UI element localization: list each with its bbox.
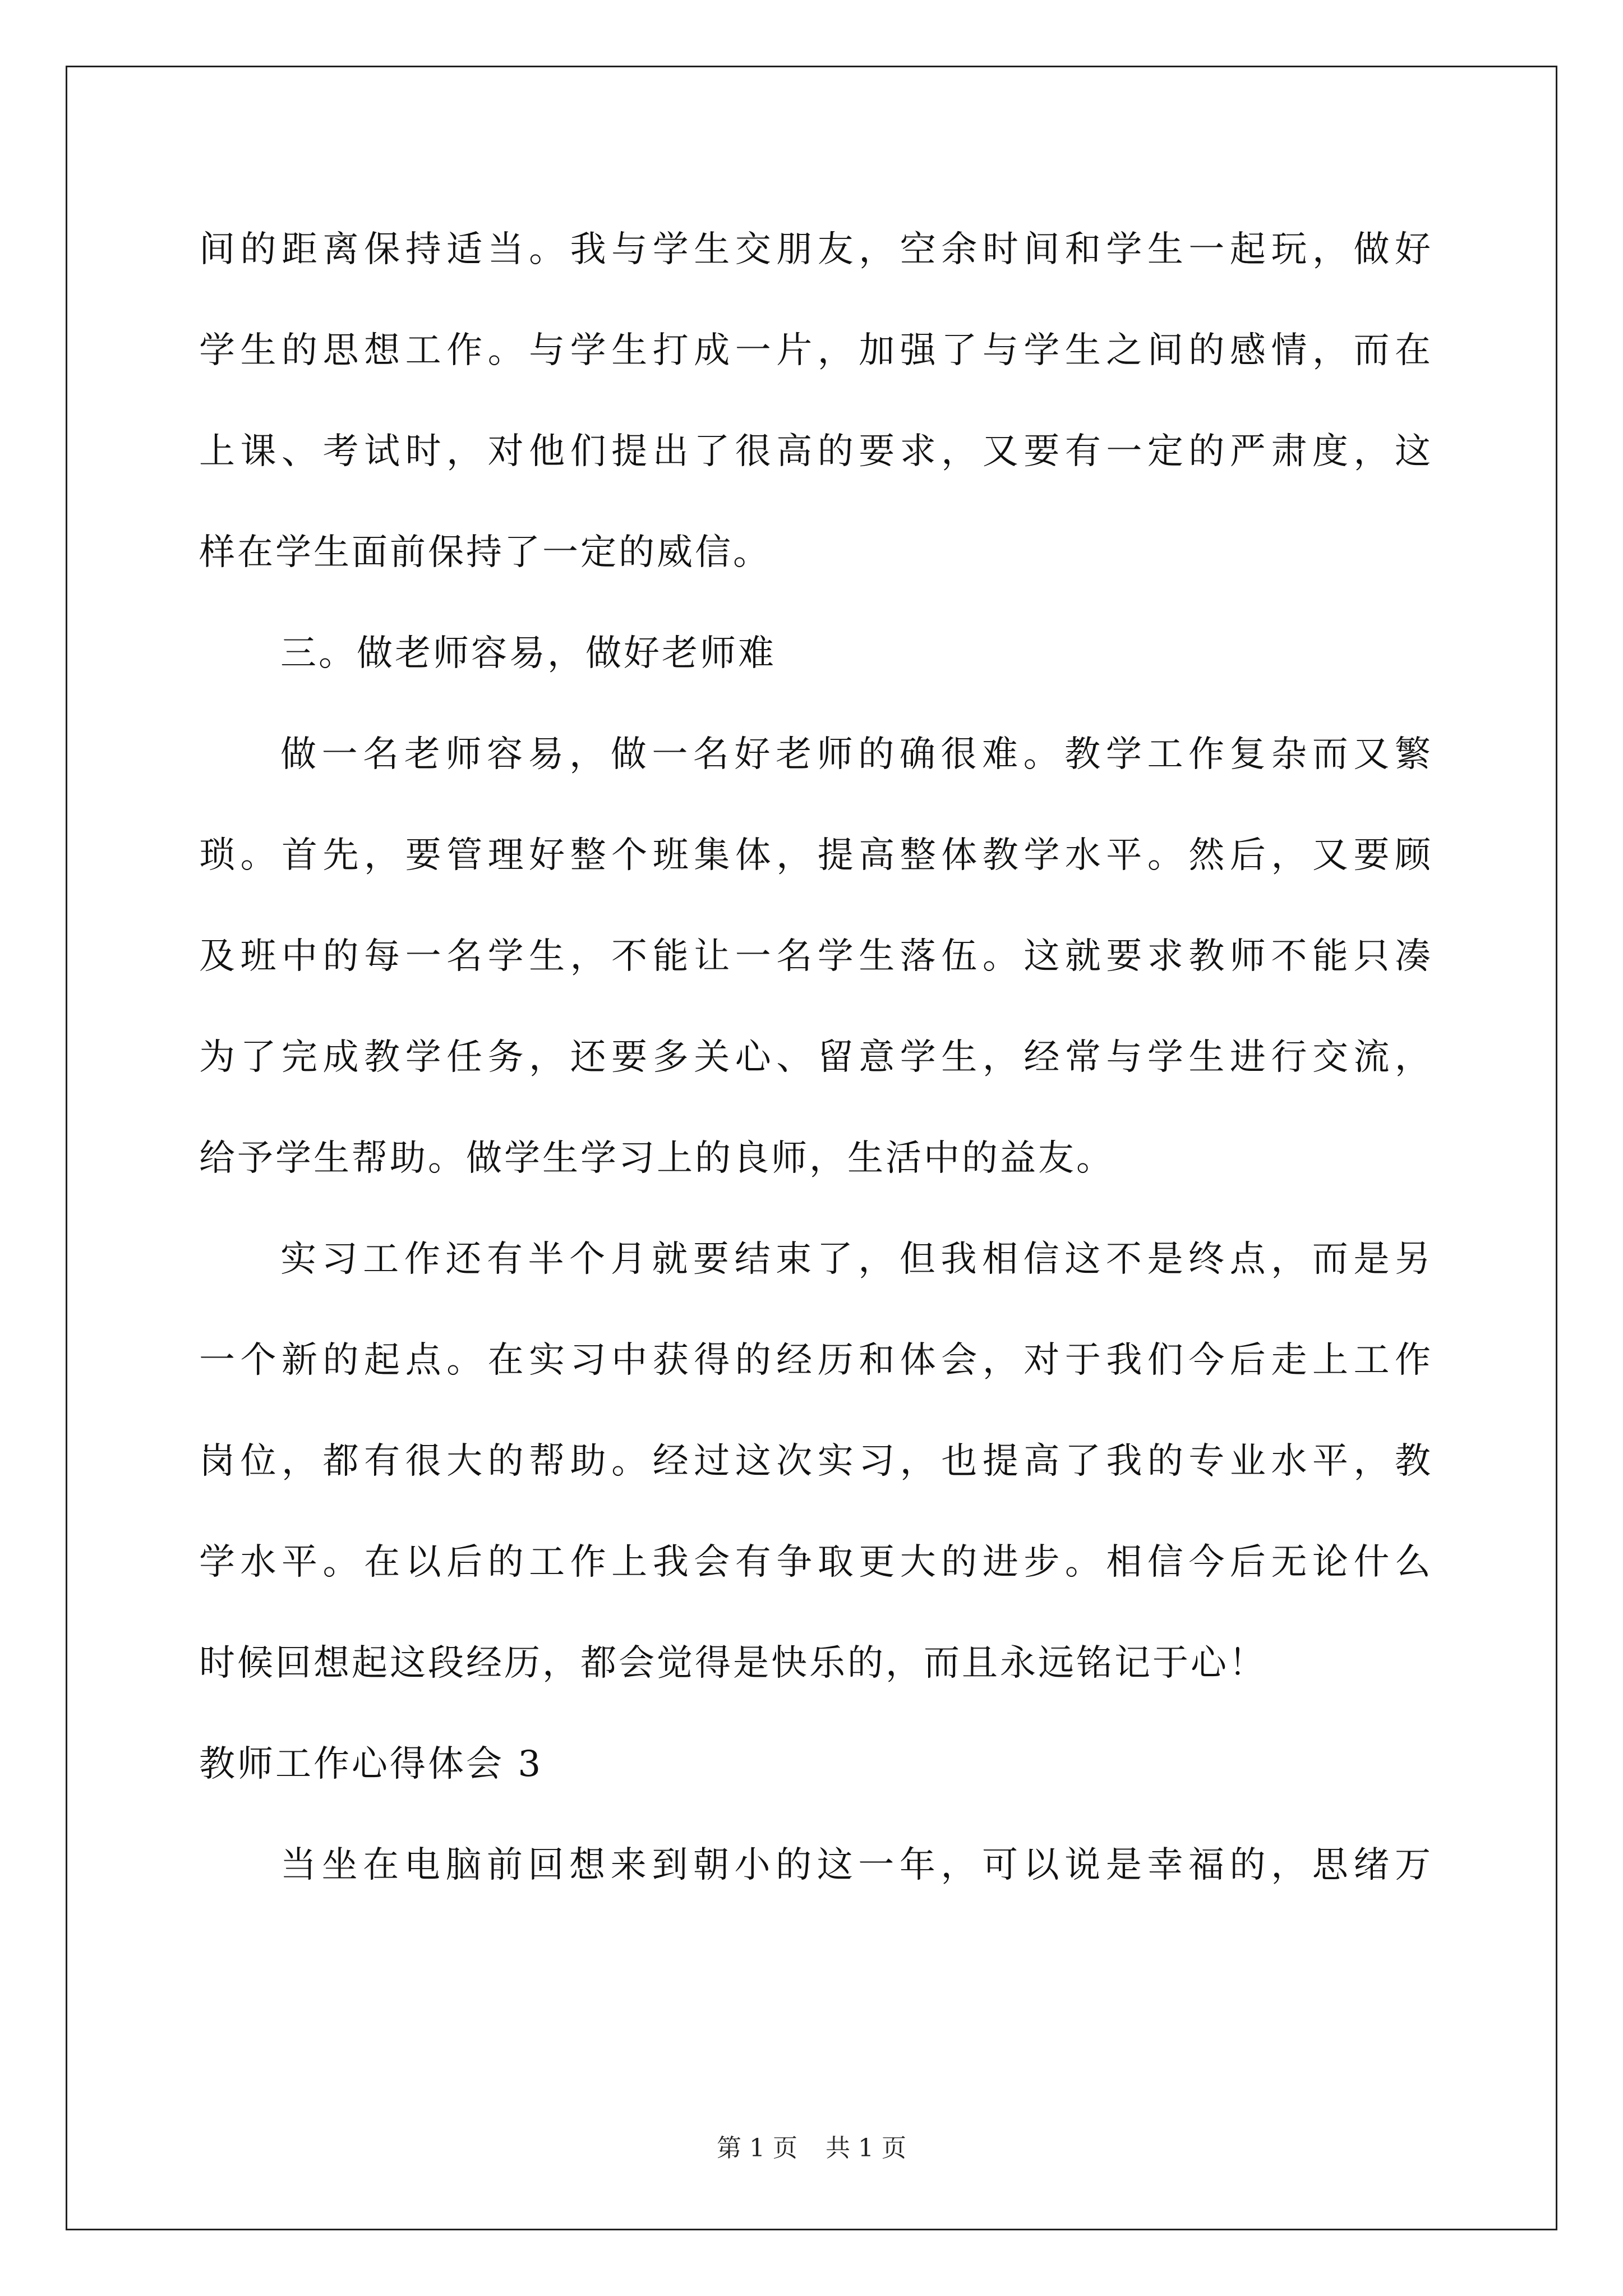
body-line: 学生的思想工作。与学生打成一片，加强了与学生之间的感情，而在	[199, 330, 1433, 371]
body-line: 实习工作还有半个月就要结束了，但我相信这不是终点，而是另	[280, 1239, 1433, 1280]
body-line: 给予学生帮助。做学生学习上的良师，生活中的益友。	[199, 1138, 1114, 1179]
section-heading: 三。做老师容易，做好老师难	[280, 633, 776, 674]
body-line: 当坐在电脑前回想来到朝小的这一年，可以说是幸福的，思绪万	[280, 1844, 1433, 1886]
body-line: 间的距离保持适当。我与学生交朋友，空余时间和学生一起玩，做好	[199, 229, 1433, 270]
article-title: 教师工作心得体会 3	[199, 1743, 543, 1785]
body-line: 时候回想起这段经历，都会觉得是快乐的，而且永远铭记于心！	[199, 1642, 1267, 1684]
body-line: 学水平。在以后的工作上我会有争取更大的进步。相信今后无论什么	[199, 1542, 1433, 1583]
page-footer	[0, 2132, 1623, 2165]
page-total: 共 1 页	[826, 2134, 906, 2162]
body-line: 样在学生面前保持了一定的威信。	[199, 532, 771, 573]
body-line: 上课、考试时，对他们提出了很高的要求，又要有一定的严肃度，这	[199, 431, 1433, 472]
body-line: 岗位，都有很大的帮助。经过这次实习，也提高了我的专业水平，教	[199, 1441, 1433, 1482]
body-line: 为了完成教学任务，还要多关心、留意学生，经常与学生进行交流，	[199, 1037, 1433, 1078]
body-line: 琐。首先，要管理好整个班集体，提高整体教学水平。然后，又要顾	[199, 835, 1433, 876]
body-line: 及班中的每一名学生，不能让一名学生落伍。这就要求教师不能只凑	[199, 936, 1433, 977]
body-line: 一个新的起点。在实习中获得的经历和体会，对于我们今后走上工作	[199, 1340, 1433, 1381]
body-line: 做一名老师容易，做一名好老师的确很难。教学工作复杂而又繁	[280, 734, 1433, 775]
page-number: 第 1 页	[717, 2134, 797, 2162]
